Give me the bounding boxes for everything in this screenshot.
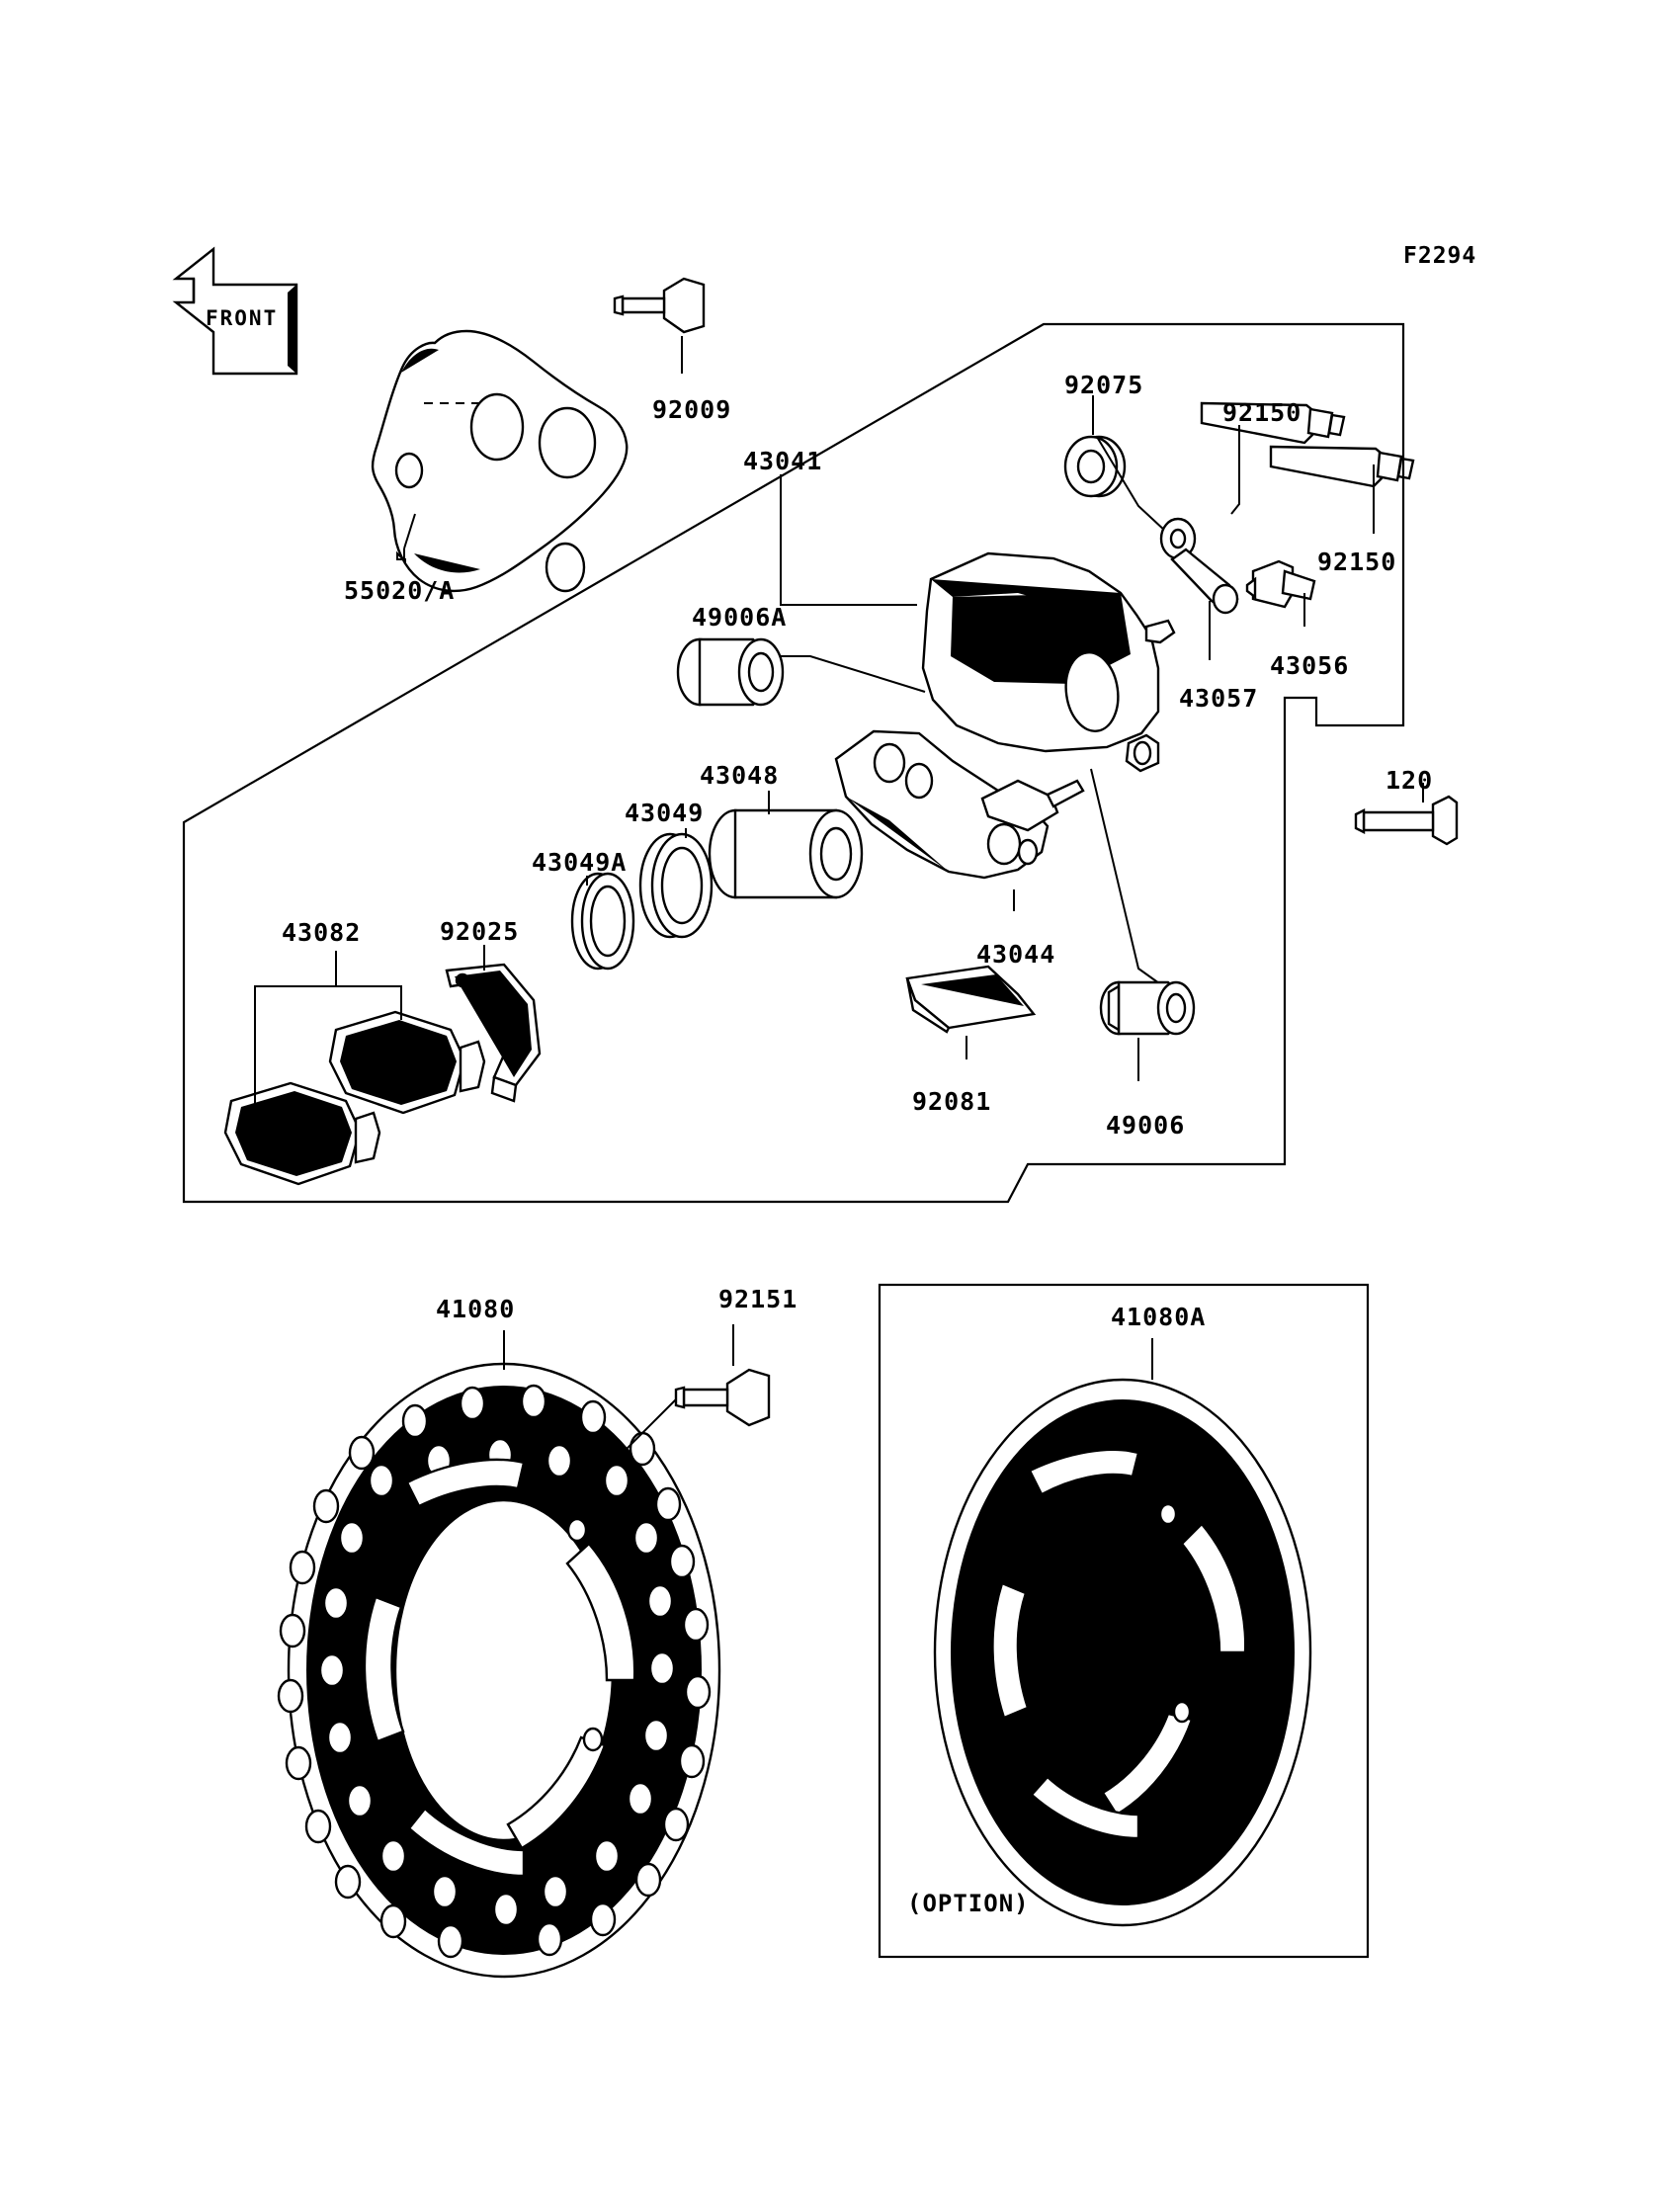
part-brake-pads-43082 <box>225 1012 484 1184</box>
part-label-92151[interactable]: 92151 <box>718 1285 798 1313</box>
part-pad-spring-92081 <box>907 967 1034 1032</box>
part-label-92075[interactable]: 92075 <box>1064 371 1144 399</box>
part-label-43057[interactable]: 43057 <box>1179 684 1259 713</box>
part-dust-boot-49006A <box>678 639 783 705</box>
part-label-43082[interactable]: 43082 <box>282 918 362 947</box>
sheet-code: F2294 <box>1403 243 1477 269</box>
part-valve-holder-43057 <box>1161 519 1237 613</box>
part-disc-bolt-92151 <box>676 1370 769 1425</box>
part-caliper-guard <box>373 331 627 591</box>
part-screw-120 <box>1356 797 1457 844</box>
part-dust-boot-49006 <box>1101 982 1194 1034</box>
part-label-92025[interactable]: 92025 <box>440 917 520 946</box>
part-label-43041[interactable]: 43041 <box>743 447 823 475</box>
part-label-55020A[interactable]: 55020/A <box>344 576 456 605</box>
part-caliper-holder-43044 <box>836 731 1083 878</box>
part-caliper-body <box>923 553 1174 771</box>
part-label-41080A[interactable]: 41080A <box>1111 1303 1207 1331</box>
part-label-120[interactable]: 120 <box>1386 766 1434 795</box>
part-piston-43048 <box>710 810 862 897</box>
part-brake-disc-41080 <box>279 1364 719 1977</box>
part-label-43049A[interactable]: 43049A <box>532 848 628 877</box>
part-label-92009[interactable]: 92009 <box>652 395 732 424</box>
option-caption: (OPTION) <box>907 1890 1030 1917</box>
part-label-92150-a[interactable]: 92150 <box>1222 398 1302 427</box>
part-mounting-bolt-92150-b <box>1271 447 1413 486</box>
part-label-92150-b[interactable]: 92150 <box>1317 548 1397 576</box>
part-brake-disc-41080A <box>935 1380 1310 1925</box>
part-label-43049[interactable]: 43049 <box>625 799 705 827</box>
part-label-43056[interactable]: 43056 <box>1270 651 1350 680</box>
part-label-49006A[interactable]: 49006A <box>692 603 788 632</box>
part-label-43044[interactable]: 43044 <box>976 940 1056 969</box>
part-bolt-92009 <box>615 279 704 332</box>
part-label-49006[interactable]: 49006 <box>1106 1111 1186 1140</box>
part-piston-seal-43049 <box>640 834 712 937</box>
part-label-43048[interactable]: 43048 <box>700 761 780 790</box>
front-marker-label: FRONT <box>206 306 279 330</box>
part-label-92081[interactable]: 92081 <box>912 1087 992 1116</box>
part-dust-seal-43049A <box>572 874 633 969</box>
part-label-41080[interactable]: 41080 <box>436 1295 516 1323</box>
